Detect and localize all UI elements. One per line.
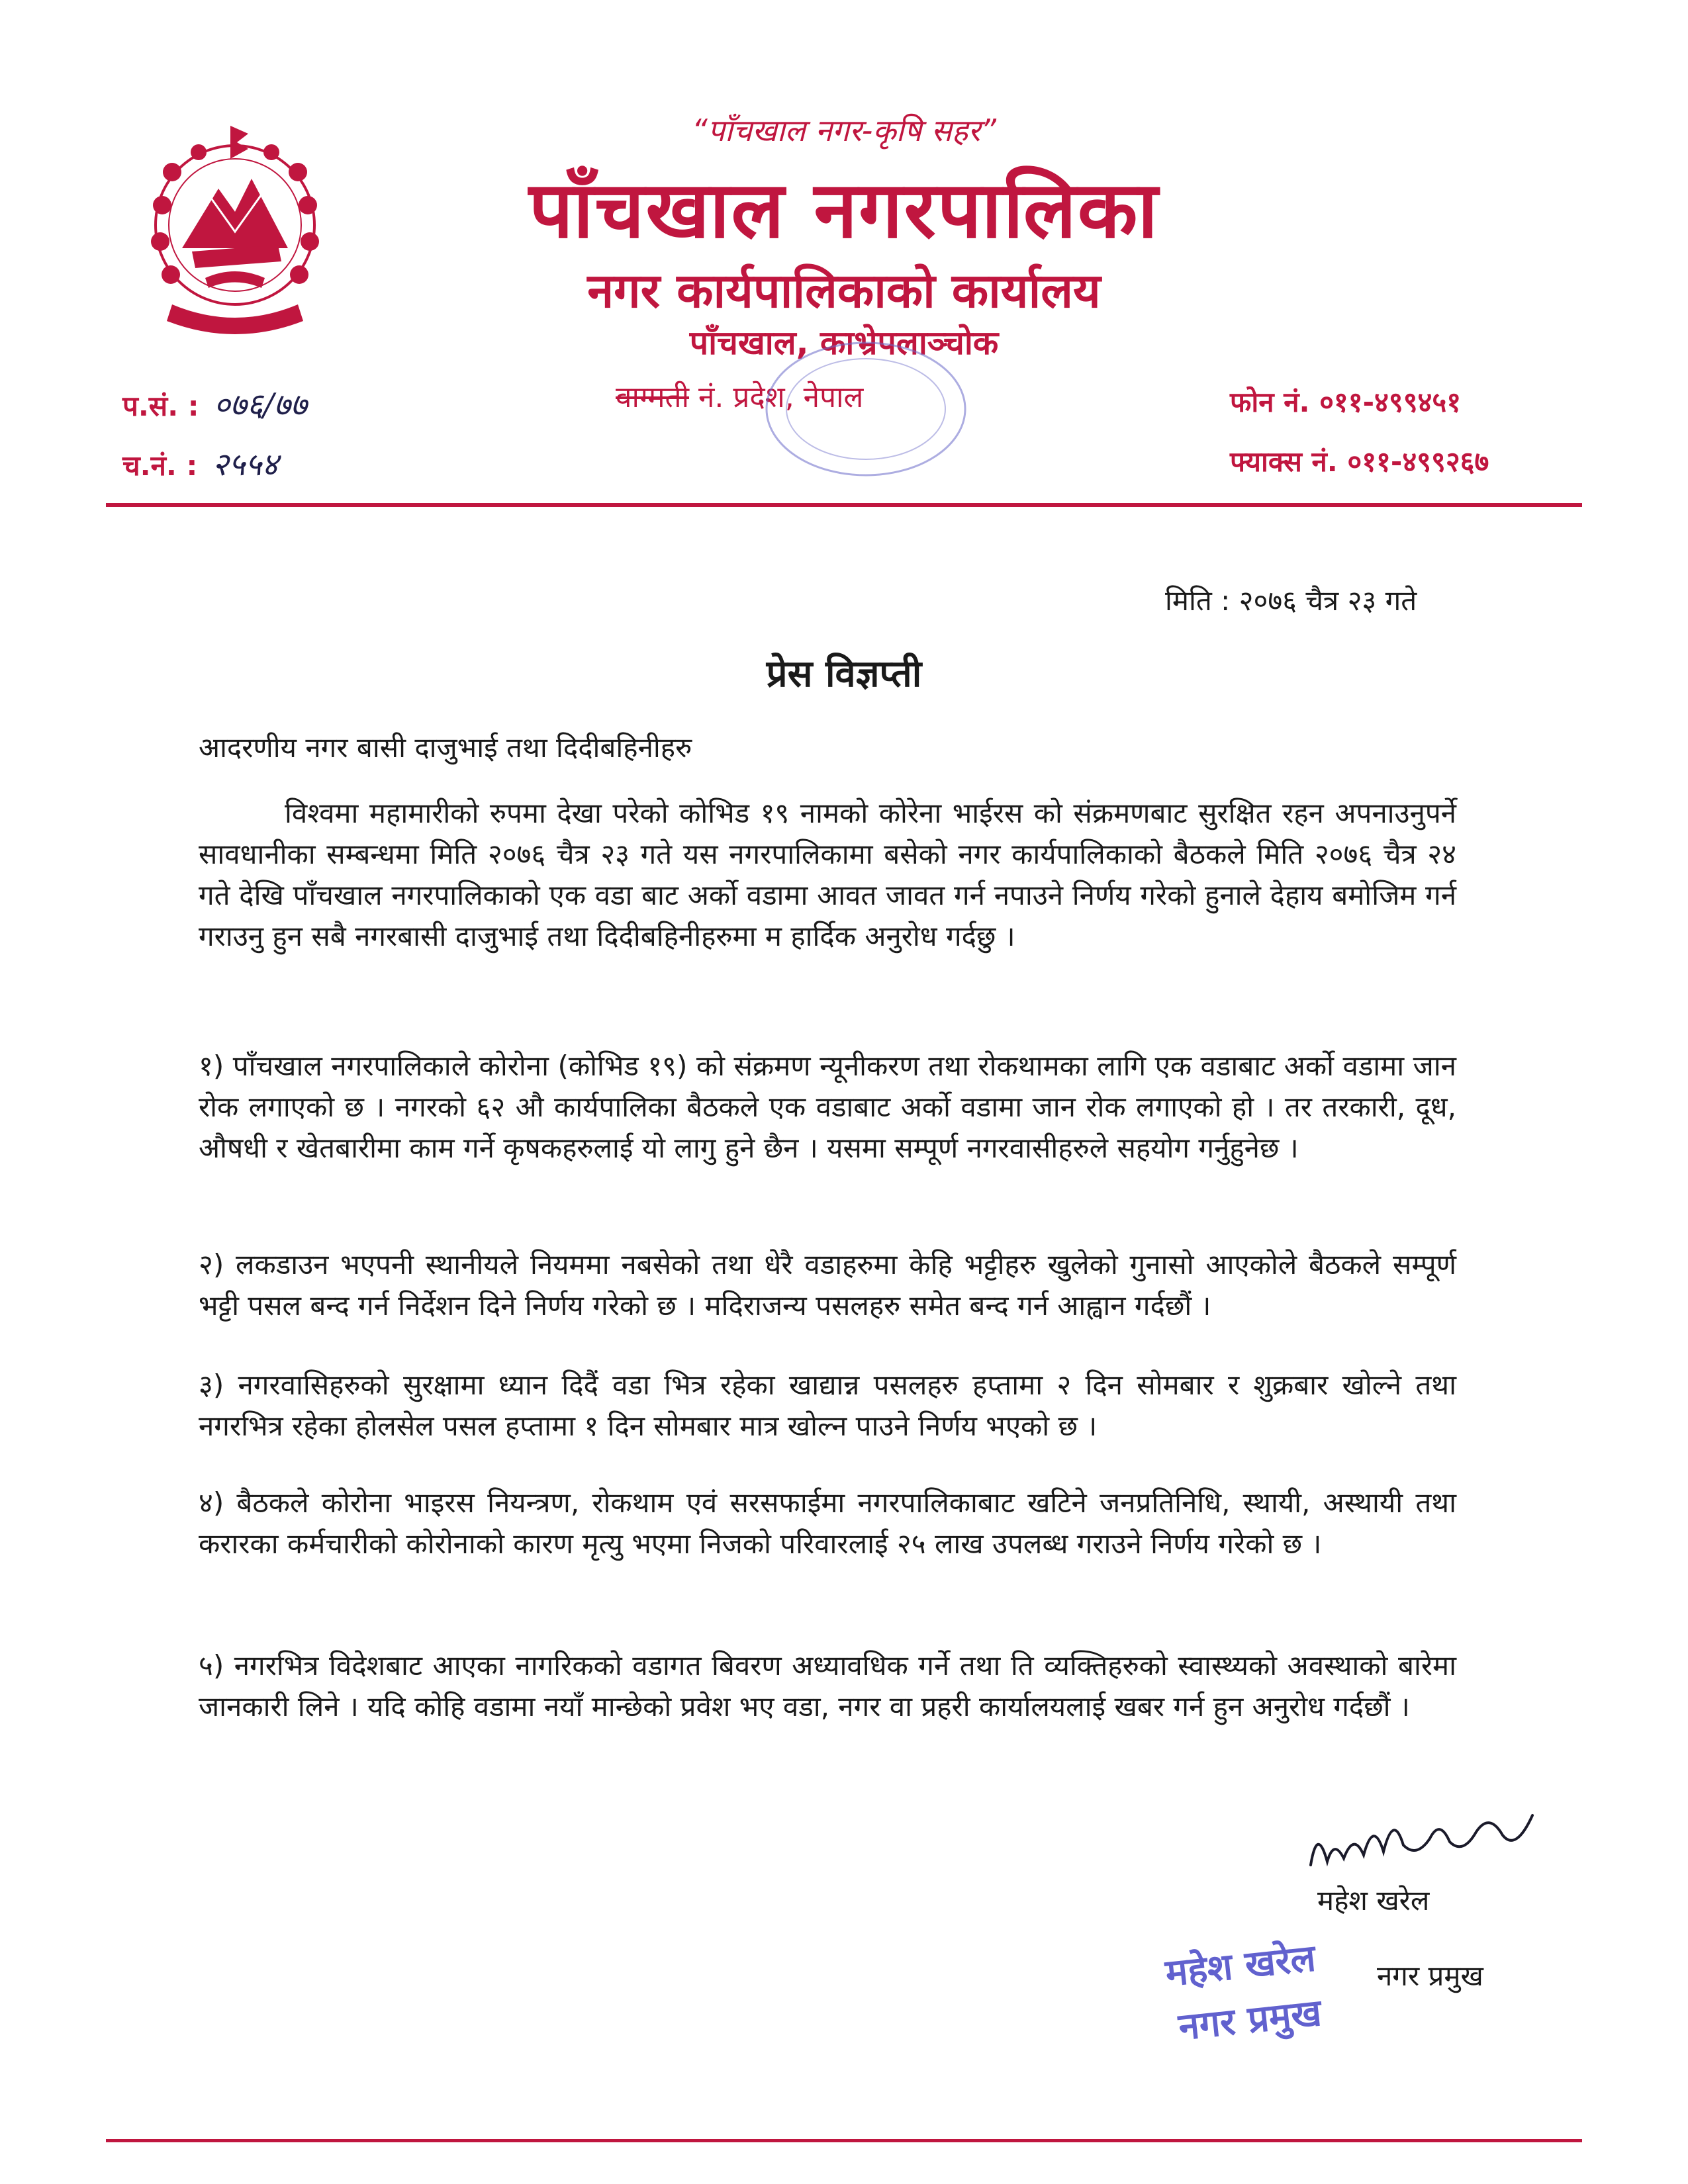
phone-number: फोन नं. ०११-४९९४५१ [1230, 386, 1462, 418]
signer-title: नगर प्रमुख [1377, 1960, 1483, 1992]
issue-date: मिति : २०७६ चैत्र २३ गते [1165, 584, 1417, 617]
decision-point-1: १) पाँचखाल नगरपालिकाले कोरोना (कोभिड १९) को संक्रमण न्यूनीकरण तथा रोकथामका लागि एक वडाबाट अर्को वडामा जान रोक लगाएको छ । नगरको ६२ औ कार्यपालिका बैठकले एक वडाबाट अर्को वडामा जान रोक लगाएको हो । तर तरकारी, दूध, औषधी र खेतबारीमा काम गर्ने कृषकहरुलाई यो लागु हुने छैन । यसमा सम्पूर्ण नगरवासीहरुले सहयोग गर्नुहुनेछ । [199, 1050, 1456, 1164]
address-rest-text: नं. प्रदेश, नेपाल [689, 381, 864, 414]
decision-point-2: २) लकडाउन भएपनी स्थानीयले नियममा नबसेको तथा धेरै वडाहरुमा केहि भट्टीहरु खुलेको गुनासो आएकोले बैठकले सम्पूर्ण भट्टी पसल बन्द गर्न निर्देशन दिने निर्णय गरेको छ । मदिराजन्य पसलहरु समेत बन्द गर्न आह्वान गर्दछौं । [199, 1248, 1456, 1322]
dispatch-value: २५५४ [212, 446, 279, 483]
intro-paragraph: विश्वमा महामारीको रुपमा देखा परेको कोभिड १९ नामको कोरेना भाईरस को संक्रमणबाट सुरक्षित रहन अपनाउनुपर्ने सावधानीका सम्बन्धमा मिति २०७६ चैत्र २३ गते यस नगरपालिकामा बसेको नगर कार्यपालिकाको बैठकले मिति २०७६ चैत्र २४ गते देखि पाँचखाल नगरपालिकाको एक वडा बाट अर्को वडामा आवत जावत गर्न नपाउने निर्णय गरेको हुनाले देहाय बमोजिम गर्न गराउनु हुन सबै नगरबासी दाजुभाई तथा दिदीबहिनीहरुमा म हार्दिक अनुरोध गर्दछु । [199, 797, 1456, 952]
header-divider [106, 503, 1582, 507]
mayor-stamp-name: महेश खरेल [1163, 1936, 1318, 1995]
dispatch-number-row [122, 442, 278, 485]
reference-value: ०७६/७७ [213, 387, 307, 424]
decision-point-4: ४) बैठकले कोरोना भाइरस नियन्त्रण, रोकथाम एवं सरसफाईमा नगरपालिकाबाट खटिने जनप्रतिनिधि, स्थायी, अस्थायी तथा करारका कर्मचारीको कोरोनाको कारण मृत्यु भएमा निजको परिवारलाई २५ लाख उपलब्ध गराउने निर्णय गरेको छ । [199, 1486, 1456, 1560]
document-title: प्रेस विज्ञप्ती [766, 653, 922, 696]
address-struck-text: वाग्मती [616, 381, 690, 414]
office-stamp [760, 336, 972, 482]
reference-label: प.सं. : [122, 390, 199, 422]
address-line-1: पाँचखाल, काभ्रेपलाञ्चोक [689, 324, 999, 362]
decision-point-5: ५) नगरभित्र विदेशबाट आएका नागरिकको वडागत बिवरण अध्यावधिक गर्ने तथा ति व्यक्तिहरुको स्वास्थ्यको अवस्थाको बारेमा जानकारी लिने । यदि कोहि वडामा नयाँ मान्छेको प्रवेश भए वडा, नगर वा प्रहरी कार्यालयलाई खबर गर्न हुन अनुरोध गर्दछौं । [199, 1649, 1456, 1723]
municipality-name: पाँचखाल नगरपालिका [528, 164, 1160, 255]
slogan: “पाँचखाल नगर-कृषि सहर” [692, 113, 996, 148]
signer-name: महेश खरेल [1317, 1884, 1430, 1917]
mayor-stamp-title: नगर प्रमुख [1176, 1991, 1324, 2050]
fax-number: फ्याक्स नं. ०११-४९९२६७ [1230, 445, 1489, 478]
salutation: आदरणीय नगर बासी दाजुभाई तथा दिदीबहिनीहरु [199, 731, 692, 764]
decision-point-3: ३) नगरवासिहरुको सुरक्षामा ध्यान दिदैं वडा भित्र रहेका खाद्यान्न पसलहरु हप्तामा २ दिन सोमबार र शुक्रबार खोल्ने तथा नगरभित्र रहेका होलसेल पसल हप्तामा १ दिन सोमबार मात्र खोल्न पाउने निर्णय भएको छ । [199, 1369, 1456, 1442]
handwritten-signature [1304, 1799, 1556, 1878]
office-name: नगर कार्यपालिकाको कार्यालय [587, 263, 1101, 318]
reference-number-row [122, 383, 307, 426]
footer-divider [106, 2139, 1582, 2142]
dispatch-label: च.नं. : [122, 449, 198, 482]
